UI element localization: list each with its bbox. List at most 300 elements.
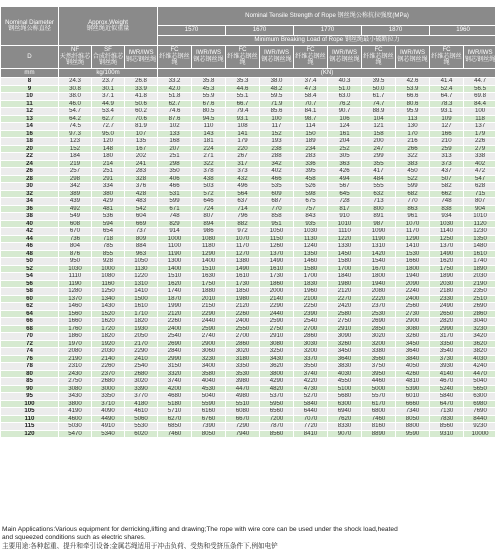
table-cell: 80.5 — [192, 108, 226, 116]
iwr-col-header — [464, 46, 495, 69]
table-cell: 492 — [59, 205, 92, 213]
table-row — [1, 258, 495, 266]
table-cell: 2900 — [192, 340, 226, 348]
table-cell: 55.9 — [192, 93, 226, 101]
table-cell: 2180 — [430, 288, 464, 296]
table-cell: 30.1 — [92, 85, 125, 93]
grade-1960: 1960 — [430, 26, 495, 36]
table-cell: 986 — [192, 228, 226, 236]
table-cell: 170 — [396, 130, 430, 138]
diameter-cell: 20 — [1, 145, 59, 153]
table-cell: 5180 — [158, 400, 192, 408]
diameter-cell: 9 — [1, 85, 59, 93]
table-cell: 1050 — [260, 228, 294, 236]
table-cell: 1800 — [362, 273, 396, 281]
table-cell: 4200 — [158, 385, 192, 393]
table-cell: 247 — [362, 145, 396, 153]
table-cell: 481 — [92, 205, 125, 213]
table-cell: 3040 — [464, 318, 495, 326]
table-cell: 4980 — [226, 393, 260, 401]
table-row — [1, 400, 495, 408]
table-row — [1, 355, 495, 363]
table-cell: 72.7 — [92, 123, 125, 131]
table-cell: 1850 — [226, 288, 260, 296]
iwr-col-cn: 钢芯钢丝绳 — [397, 56, 428, 63]
table-cell: 785 — [92, 243, 125, 251]
table-cell: 1130 — [294, 235, 328, 243]
table-cell: 70.6 — [125, 115, 158, 123]
table-cell: 547 — [464, 175, 495, 183]
table-row — [1, 183, 495, 191]
diameter-cell: 68 — [1, 325, 59, 333]
table-cell: 63.0 — [328, 93, 362, 101]
applications-note — [2, 526, 494, 551]
table-cell: 3250 — [260, 348, 294, 356]
table-cell: 39.5 — [362, 78, 396, 86]
table-row — [1, 100, 495, 108]
table-cell: 2490 — [430, 303, 464, 311]
table-cell: 1520 — [92, 310, 125, 318]
table-cell: 1400 — [158, 265, 192, 273]
table-body — [1, 78, 495, 438]
table-row — [1, 295, 495, 303]
table-cell: 7830 — [430, 415, 464, 423]
table-cell: 64.2 — [59, 115, 92, 123]
table-cell: 6160 — [192, 408, 226, 416]
table-cell: 3930 — [430, 363, 464, 371]
table-cell: 2430 — [59, 370, 92, 378]
table-cell: 2090 — [396, 280, 430, 288]
table-cell: 1150 — [260, 235, 294, 243]
table-cell: 628 — [464, 183, 495, 191]
table-row — [1, 85, 495, 93]
table-cell: 33.9 — [125, 85, 158, 93]
table-cell: 632 — [362, 190, 396, 198]
table-cell: 226 — [464, 138, 495, 146]
table-cell: 609 — [260, 190, 294, 198]
table-cell: 669 — [125, 220, 158, 228]
table-cell: 2290 — [192, 310, 226, 318]
table-cell: 66.7 — [226, 100, 260, 108]
table-cell: 1160 — [92, 280, 125, 288]
table-cell: 645 — [328, 190, 362, 198]
table-cell: 2350 — [464, 288, 495, 296]
table-cell: 526 — [294, 183, 328, 191]
table-header — [1, 7, 495, 78]
grade-1570: 1570 — [158, 26, 226, 36]
diameter-cell: 100 — [1, 400, 59, 408]
table-cell: 934 — [430, 213, 464, 221]
table-cell: 1090 — [362, 228, 396, 236]
table-cell: 4600 — [59, 415, 92, 423]
table-cell: 2030 — [464, 273, 495, 281]
table-cell: 3640 — [396, 348, 430, 356]
table-cell: 1000 — [92, 265, 125, 273]
table-cell: 4610 — [125, 408, 158, 416]
table-row — [1, 250, 495, 258]
table-row — [1, 205, 495, 213]
table-cell: 2590 — [260, 318, 294, 326]
table-cell: 1500 — [125, 295, 158, 303]
table-cell: 74.6 — [158, 108, 192, 116]
table-cell: 5680 — [328, 393, 362, 401]
table-cell: 322 — [396, 153, 430, 161]
table-cell: 737 — [125, 228, 158, 236]
table-cell: 1560 — [59, 310, 92, 318]
table-cell: 207 — [158, 145, 192, 153]
table-cell: 7390 — [192, 423, 226, 431]
table-cell: 2850 — [362, 325, 396, 333]
table-cell: 380 — [92, 190, 125, 198]
table-cell: 1420 — [362, 250, 396, 258]
table-cell: 429 — [92, 198, 125, 206]
table-cell: 130 — [396, 123, 430, 131]
table-cell: 189 — [294, 138, 328, 146]
table-cell: 531 — [158, 190, 192, 198]
table-cell: 2190 — [59, 355, 92, 363]
table-row — [1, 213, 495, 221]
table-cell: 507 — [430, 175, 464, 183]
diameter-cell: 13 — [1, 115, 59, 123]
table-cell: 1490 — [260, 258, 294, 266]
diameter-cell: 105 — [1, 408, 59, 416]
weight-col-sf — [92, 46, 125, 69]
table-cell: 69.8 — [464, 93, 495, 101]
fc-col-cn: 纤维芯钢丝绳 — [363, 52, 394, 67]
table-cell: 654 — [92, 228, 125, 236]
table-cell: 1030 — [430, 220, 464, 228]
table-cell: 95.9 — [396, 108, 430, 116]
table-cell: 6850 — [158, 423, 192, 431]
table-cell: 30.8 — [59, 85, 92, 93]
table-cell: 3020 — [125, 378, 158, 386]
table-cell: 40.3 — [328, 78, 362, 86]
table-cell: 5100 — [328, 385, 362, 393]
table-cell: 238 — [260, 145, 294, 153]
table-cell: 5470 — [59, 430, 92, 438]
table-cell: 3200 — [294, 348, 328, 356]
breaking-load-header: Minimum Breaking Load of Rope 钢丝绳最小破断拉力 — [158, 36, 495, 46]
table-cell: 402 — [464, 160, 495, 168]
table-cell: 23.7 — [92, 78, 125, 86]
table-cell: 2420 — [328, 303, 362, 311]
table-cell: 572 — [192, 190, 226, 198]
table-cell: 3740 — [158, 378, 192, 386]
table-cell: 84.4 — [464, 100, 495, 108]
table-cell: 1220 — [328, 235, 362, 243]
table-cell: 1370 — [260, 250, 294, 258]
table-cell: 757 — [294, 205, 328, 213]
diameter-cell: 28 — [1, 175, 59, 183]
table-cell: 133 — [158, 130, 192, 138]
table-cell: 110 — [192, 123, 226, 131]
table-cell: 193 — [260, 138, 294, 146]
table-cell: 50.6 — [125, 100, 158, 108]
table-cell: 2540 — [294, 318, 328, 326]
table-cell: 214 — [92, 160, 125, 168]
table-cell: 770 — [396, 198, 430, 206]
table-cell: 24.3 — [59, 78, 92, 86]
table-cell: 5840 — [294, 400, 328, 408]
table-cell: 1730 — [260, 273, 294, 281]
table-cell: 2370 — [362, 303, 396, 311]
table-cell: 7130 — [430, 408, 464, 416]
table-cell: 1260 — [260, 243, 294, 251]
diameter-cell: 26 — [1, 168, 59, 176]
table-cell: 2270 — [328, 295, 362, 303]
table-cell: 910 — [328, 213, 362, 221]
table-cell: 2690 — [362, 318, 396, 326]
fc-col-cn: 纤维芯钢丝绳 — [431, 52, 462, 67]
table-cell: 439 — [59, 198, 92, 206]
table-cell: 1080 — [192, 235, 226, 243]
table-cell: 564 — [226, 190, 260, 198]
fc-col-header — [158, 46, 192, 69]
table-cell: 5590 — [192, 400, 226, 408]
table-cell: 41.8 — [125, 93, 158, 101]
table-cell: 46.0 — [59, 100, 92, 108]
table-cell: 4050 — [396, 363, 430, 371]
weight-col-sf-cn: 合成纤维芯钢丝绳 — [92, 52, 124, 67]
diameter-cell: 56 — [1, 280, 59, 288]
table-cell: 342 — [59, 183, 92, 191]
table-cell: 1400 — [192, 258, 226, 266]
table-cell: 4550 — [328, 378, 362, 386]
table-cell: 1290 — [396, 235, 430, 243]
table-cell: 2080 — [59, 348, 92, 356]
table-cell: 3030 — [294, 340, 328, 348]
applications-note-en-line2: and squeezed conditions such as electric shares. — [2, 534, 146, 542]
table-cell: 2750 — [59, 378, 92, 386]
table-cell: 4730 — [294, 385, 328, 393]
table-cell: 4180 — [125, 400, 158, 408]
table-cell: 2530 — [362, 310, 396, 318]
table-cell: 2190 — [464, 280, 495, 288]
table-cell: 1350 — [464, 235, 495, 243]
table-cell: 770 — [260, 205, 294, 213]
table-cell: 259 — [430, 145, 464, 153]
table-cell: 60.2 — [125, 108, 158, 116]
table-cell: 1740 — [158, 288, 192, 296]
diameter-cell: 48 — [1, 250, 59, 258]
table-cell: 6670 — [226, 415, 260, 423]
iwr-col-cn: 钢芯钢丝绳 — [329, 56, 360, 63]
table-row — [1, 415, 495, 423]
table-cell: 58.4 — [294, 93, 328, 101]
diameter-cell: 30 — [1, 183, 59, 191]
table-cell: 50.0 — [362, 85, 396, 93]
diameter-cell: 12 — [1, 108, 59, 116]
table-cell: 3260 — [396, 333, 430, 341]
table-cell: 1980 — [328, 280, 362, 288]
table-cell: 2290 — [260, 303, 294, 311]
table-cell: 135 — [125, 138, 158, 146]
table-cell: 102 — [158, 123, 192, 131]
table-cell: 2050 — [125, 333, 158, 341]
grade-1770: 1770 — [294, 26, 362, 36]
table-cell: 5390 — [396, 385, 430, 393]
table-cell: 1070 — [396, 220, 430, 228]
table-cell: 5510 — [226, 400, 260, 408]
table-cell: 2650 — [430, 310, 464, 318]
table-cell: 202 — [125, 153, 158, 161]
table-cell: 113 — [396, 115, 430, 123]
table-cell: 279 — [464, 145, 495, 153]
table-cell: 1070 — [226, 235, 260, 243]
table-cell: 3560 — [362, 355, 396, 363]
table-cell: 555 — [362, 183, 396, 191]
table-cell: 48.2 — [260, 85, 294, 93]
unit-mm: mm — [1, 69, 59, 78]
table-cell: 8050 — [396, 415, 430, 423]
diameter-cell: 70 — [1, 333, 59, 341]
weight-col-nf-en: NF — [70, 45, 80, 53]
table-row — [1, 235, 495, 243]
table-cell: 472 — [464, 168, 495, 176]
table-cell: 3620 — [464, 340, 495, 348]
table-cell: 10000 — [464, 430, 495, 438]
table-cell: 7070 — [294, 415, 328, 423]
nominal-diameter-header — [1, 7, 59, 46]
diameter-cell: 74 — [1, 348, 59, 356]
table-cell: 179 — [226, 138, 260, 146]
table-cell: 3430 — [260, 355, 294, 363]
table-cell: 90.7 — [328, 108, 362, 116]
table-cell: 216 — [396, 138, 430, 146]
iwr-col-header — [396, 46, 430, 69]
table-cell: 4190 — [59, 408, 92, 416]
table-cell: 3080 — [260, 340, 294, 348]
table-cell: 106 — [328, 115, 362, 123]
table-row — [1, 123, 495, 131]
table-cell: 1080 — [92, 273, 125, 281]
table-cell: 2860 — [226, 340, 260, 348]
table-cell: 3540 — [430, 348, 464, 356]
table-cell: 1290 — [192, 250, 226, 258]
table-cell: 161 — [328, 130, 362, 138]
table-cell: 355 — [362, 160, 396, 168]
table-cell: 3450 — [396, 340, 430, 348]
table-cell: 94.5 — [192, 115, 226, 123]
table-cell: 961 — [396, 213, 430, 221]
table-cell: 3170 — [430, 333, 464, 341]
table-cell: 62.7 — [92, 115, 125, 123]
table-cell: 2860 — [294, 333, 328, 341]
diameter-cell: 32 — [1, 190, 59, 198]
table-cell: 166 — [430, 130, 464, 138]
table-cell: 466 — [260, 175, 294, 183]
table-cell: 1250 — [430, 235, 464, 243]
table-cell: 2100 — [294, 295, 328, 303]
table-row — [1, 115, 495, 123]
diameter-cell: 120 — [1, 430, 59, 438]
table-cell: 715 — [464, 190, 495, 198]
table-cell: 1860 — [59, 333, 92, 341]
table-cell: 1190 — [59, 280, 92, 288]
table-cell: 1510 — [192, 265, 226, 273]
diameter-cell: 85 — [1, 378, 59, 386]
table-cell: 85.6 — [260, 108, 294, 116]
table-cell: 894 — [192, 220, 226, 228]
table-cell: 3550 — [294, 363, 328, 371]
table-cell: 4040 — [192, 378, 226, 386]
table-cell: 2330 — [430, 295, 464, 303]
diameter-cell: 72 — [1, 340, 59, 348]
table-cell: 671 — [158, 205, 192, 213]
table-cell: 1100 — [158, 243, 192, 251]
table-cell: 1610 — [464, 250, 495, 258]
table-cell: 8800 — [396, 423, 430, 431]
diameter-cell: 24 — [1, 160, 59, 168]
table-cell: 109 — [430, 115, 464, 123]
table-cell: 807 — [192, 213, 226, 221]
table-cell: 670 — [59, 228, 92, 236]
table-cell: 428 — [125, 190, 158, 198]
table-cell: 152 — [59, 145, 92, 153]
table-cell: 1920 — [92, 340, 125, 348]
table-cell: 8890 — [362, 430, 396, 438]
applications-note-cn: 主要用途:各种起重、提升和牵引设备;金属芯绳适用于冲击负荷、受热和受挤压条件下,例如电铲 — [2, 542, 278, 550]
table-cell: 1370 — [59, 295, 92, 303]
table-cell: 3620 — [260, 363, 294, 371]
table-cell: 53.9 — [396, 85, 430, 93]
table-cell: 987 — [362, 220, 396, 228]
table-cell: 2140 — [92, 355, 125, 363]
table-cell: 3640 — [328, 355, 362, 363]
tensile-strength-header: Nominal Tensile Strength of Rope 钢丝绳公称抗拉强度(MPa) — [158, 7, 495, 26]
nominal-diameter-label-en: Nominal Diameter — [5, 18, 54, 26]
table-cell: 373 — [430, 160, 464, 168]
table-cell: 120 — [92, 138, 125, 146]
table-cell: 76.2 — [328, 100, 362, 108]
table-cell: 2590 — [192, 325, 226, 333]
table-cell: 2220 — [362, 295, 396, 303]
table-cell: 402 — [260, 168, 294, 176]
table-cell: 7720 — [294, 423, 328, 431]
table-cell: 2170 — [125, 340, 158, 348]
table-cell: 503 — [192, 183, 226, 191]
table-cell: 1030 — [294, 228, 328, 236]
table-cell: 298 — [158, 160, 192, 168]
table-cell: 181 — [192, 138, 226, 146]
iwr-col-cn: 钢芯钢丝绳 — [464, 56, 495, 63]
table-row — [1, 430, 495, 438]
table-cell: 494 — [328, 175, 362, 183]
table-cell: 535 — [260, 183, 294, 191]
table-cell: 2310 — [59, 363, 92, 371]
diameter-cell: 16 — [1, 130, 59, 138]
fc-col-en: FC — [374, 45, 383, 53]
table-cell: 338 — [464, 153, 495, 161]
weight-col-iwr-en: IWR/IWS — [128, 49, 154, 57]
fc-col-cn: 纤维芯钢丝绳 — [295, 52, 326, 67]
table-row — [1, 280, 495, 288]
table-cell: 1340 — [92, 295, 125, 303]
table-cell: 74.7 — [362, 100, 396, 108]
table-cell: 3740 — [294, 370, 328, 378]
table-cell: 3390 — [125, 385, 158, 393]
table-cell: 1010 — [464, 213, 495, 221]
unit-weight: kg/100m — [59, 69, 158, 78]
table-cell: 2750 — [260, 325, 294, 333]
table-cell: 3230 — [192, 355, 226, 363]
table-cell: 1140 — [430, 228, 464, 236]
table-cell: 93.1 — [430, 108, 464, 116]
table-cell: 549 — [59, 213, 92, 221]
table-cell: 1190 — [362, 235, 396, 243]
table-row — [1, 408, 495, 416]
table-cell: 838 — [430, 205, 464, 213]
